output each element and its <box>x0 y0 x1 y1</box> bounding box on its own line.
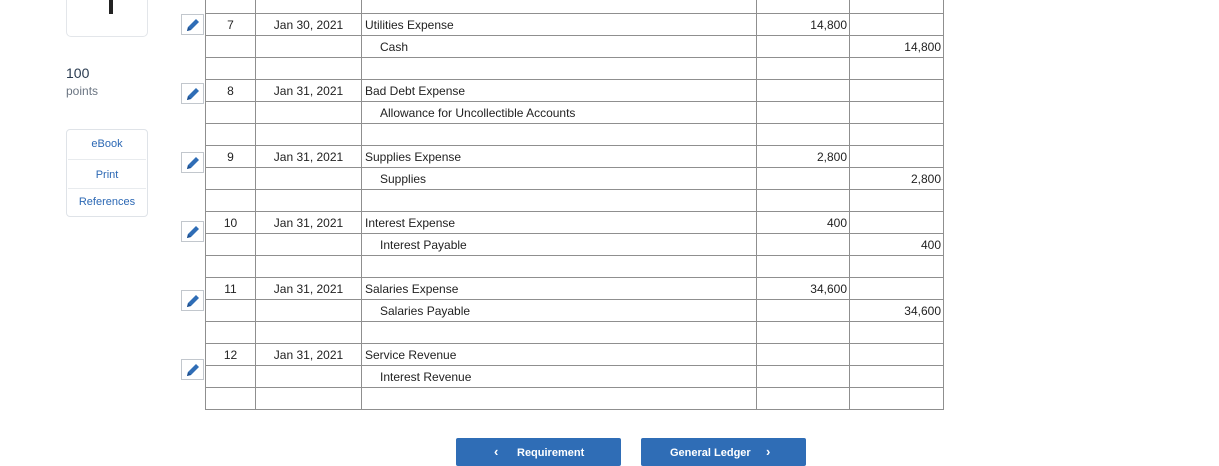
empty-cell <box>362 256 757 278</box>
empty-cell <box>362 190 757 212</box>
date-cell: Jan 31, 2021 <box>256 344 362 366</box>
table-row <box>206 168 944 190</box>
account-cell: Utilities Expense <box>362 14 757 36</box>
debit-cell <box>757 36 850 58</box>
table-row <box>206 80 944 102</box>
empty-cell <box>757 322 850 344</box>
credit-cell <box>850 102 944 124</box>
debit-cell: 14,800 <box>757 14 850 36</box>
empty-cell <box>206 388 256 410</box>
table-row <box>206 234 944 256</box>
account-cell: Interest Payable <box>362 234 757 256</box>
empty-cell <box>206 322 256 344</box>
edit-entry-button[interactable] <box>181 83 204 104</box>
edit-entry-button[interactable] <box>181 359 204 380</box>
debit-cell <box>757 344 850 366</box>
empty-cell <box>256 190 362 212</box>
entry-number-cell <box>206 36 256 58</box>
debit-cell <box>757 366 850 388</box>
empty-cell <box>362 388 757 410</box>
debit-cell: 34,600 <box>757 278 850 300</box>
references-link[interactable]: References <box>78 196 136 208</box>
table-row <box>206 344 944 366</box>
empty-cell <box>850 190 944 212</box>
edit-entry-button[interactable] <box>181 221 204 242</box>
date-cell: Jan 31, 2021 <box>256 278 362 300</box>
empty-cell <box>256 322 362 344</box>
ebook-link[interactable]: eBook <box>91 138 123 150</box>
table-row <box>206 58 944 80</box>
table-row <box>206 322 944 344</box>
credit-cell <box>850 14 944 36</box>
empty-cell <box>362 322 757 344</box>
debit-cell: 2,800 <box>757 146 850 168</box>
entry-number-cell: 7 <box>206 14 256 36</box>
credit-cell <box>850 344 944 366</box>
empty-cell <box>850 322 944 344</box>
question-card <box>66 0 148 37</box>
empty-cell <box>850 256 944 278</box>
date-cell <box>256 168 362 190</box>
empty-cell <box>206 256 256 278</box>
table-row <box>206 0 944 14</box>
table-row <box>206 300 944 322</box>
credit-cell <box>850 278 944 300</box>
account-cell: Interest Revenue <box>362 366 757 388</box>
account-cell: Salaries Payable <box>362 300 757 322</box>
entry-number-cell: 9 <box>206 146 256 168</box>
date-cell: Jan 31, 2021 <box>256 80 362 102</box>
general-ledger-button[interactable] <box>641 438 806 466</box>
table-row <box>206 212 944 234</box>
entry-number-cell <box>206 168 256 190</box>
entry-number-cell: 11 <box>206 278 256 300</box>
date-cell: Jan 30, 2021 <box>256 14 362 36</box>
empty-cell <box>256 388 362 410</box>
empty-cell <box>757 190 850 212</box>
entry-number-cell <box>206 234 256 256</box>
empty-cell <box>256 124 362 146</box>
points-value: 100 <box>66 65 90 81</box>
empty-cell <box>256 256 362 278</box>
account-cell: Allowance for Uncollectible Accounts <box>362 102 757 124</box>
date-cell <box>256 102 362 124</box>
credit-cell: 14,800 <box>850 36 944 58</box>
date-cell: Jan 31, 2021 <box>256 146 362 168</box>
empty-cell <box>850 388 944 410</box>
account-cell: Service Revenue <box>362 344 757 366</box>
entry-number-cell <box>206 300 256 322</box>
date-cell <box>256 300 362 322</box>
edit-entry-button[interactable] <box>181 152 204 173</box>
empty-cell <box>757 58 850 80</box>
empty-cell <box>206 124 256 146</box>
empty-cell <box>850 58 944 80</box>
debit-cell <box>757 234 850 256</box>
empty-cell <box>757 256 850 278</box>
divider <box>68 159 146 160</box>
debit-cell <box>757 300 850 322</box>
account-cell: Bad Debt Expense <box>362 80 757 102</box>
empty-cell <box>206 58 256 80</box>
table-row <box>206 278 944 300</box>
points-label: points <box>66 84 99 98</box>
debit-cell <box>757 168 850 190</box>
edit-entry-button[interactable] <box>181 290 204 311</box>
empty-cell <box>850 124 944 146</box>
credit-cell <box>850 212 944 234</box>
account-cell: Salaries Expense <box>362 278 757 300</box>
entry-number-cell <box>206 102 256 124</box>
credit-cell <box>850 80 944 102</box>
entry-number-cell: 8 <box>206 80 256 102</box>
debit-cell <box>757 80 850 102</box>
empty-cell <box>757 124 850 146</box>
date-cell: Jan 31, 2021 <box>256 212 362 234</box>
account-cell: Supplies <box>362 168 757 190</box>
credit-cell: 34,600 <box>850 300 944 322</box>
chevron-left-icon: ‹ <box>494 444 499 459</box>
table-row <box>206 102 944 124</box>
date-cell <box>256 366 362 388</box>
credit-cell: 2,800 <box>850 168 944 190</box>
table-row <box>206 14 944 36</box>
empty-cell <box>362 124 757 146</box>
resource-panel <box>66 129 148 217</box>
general-ledger-button-label: General Ledger <box>670 447 751 459</box>
entry-number-cell: 12 <box>206 344 256 366</box>
date-cell <box>256 234 362 256</box>
empty-cell <box>206 190 256 212</box>
journal-table <box>205 0 944 410</box>
empty-cell <box>757 388 850 410</box>
account-cell: Supplies Expense <box>362 146 757 168</box>
table-row <box>206 256 944 278</box>
credit-cell <box>850 146 944 168</box>
table-row <box>206 36 944 58</box>
table-row <box>206 366 944 388</box>
card-marker <box>109 0 113 14</box>
edit-entry-button[interactable] <box>181 14 204 35</box>
requirement-button-label: Requirement <box>517 447 585 459</box>
table-row <box>206 146 944 168</box>
table-row <box>206 124 944 146</box>
date-cell <box>256 36 362 58</box>
divider <box>68 188 146 189</box>
credit-cell <box>850 366 944 388</box>
print-link[interactable]: Print <box>95 169 119 181</box>
requirement-button[interactable] <box>456 438 621 466</box>
table-row <box>206 388 944 410</box>
debit-cell: 400 <box>757 212 850 234</box>
account-cell: Cash <box>362 36 757 58</box>
entry-number-cell <box>206 366 256 388</box>
account-cell: Interest Expense <box>362 212 757 234</box>
entry-number-cell: 10 <box>206 212 256 234</box>
credit-cell: 400 <box>850 234 944 256</box>
empty-cell <box>256 58 362 80</box>
empty-cell <box>362 58 757 80</box>
chevron-right-icon: › <box>766 444 771 459</box>
table-row <box>206 190 944 212</box>
debit-cell <box>757 102 850 124</box>
